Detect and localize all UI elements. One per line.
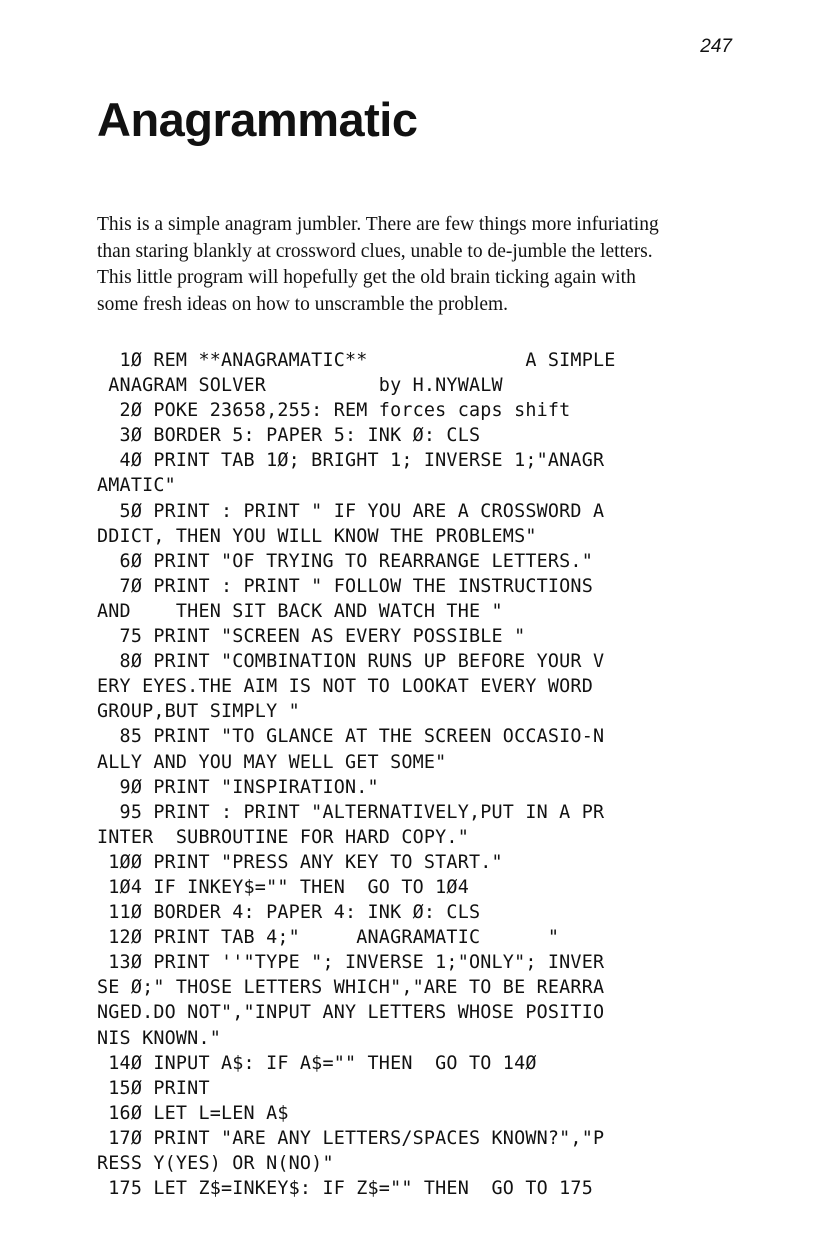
program-listing (97, 348, 757, 1201)
code-line: 1Ø REM **ANAGRAMATIC** A SIMPLE (97, 350, 616, 371)
code-line: RESS Y(YES) OR N(NO)" (97, 1153, 334, 1174)
page-title: Anagrammatic (97, 93, 418, 146)
code-line: NGED.DO NOT","INPUT ANY LETTERS WHOSE POSITIO (97, 1002, 605, 1024)
code-line: 85 PRINT "TO GLANCE AT THE SCREEN OCCASIO-N (97, 726, 605, 748)
code-line: ERY EYES.THE AIM IS NOT TO LOOKAT EVERY WORD (97, 676, 593, 698)
code-line: 75 PRINT "SCREEN AS EVERY POSSIBLE " (97, 626, 526, 648)
intro-line: than staring blankly at crossword clues, unable to de-jumble the letters. (97, 240, 653, 262)
code-line: DDICT, THEN YOU WILL KNOW THE PROBLEMS" (97, 525, 537, 547)
code-line: SE Ø;" THOSE LETTERS WHICH","ARE TO BE REARRA (97, 977, 605, 999)
code-line: GROUP,BUT SIMPLY " (97, 701, 300, 723)
code-line: 6Ø PRINT "OF TRYING TO REARRANGE LETTERS." (97, 550, 593, 572)
code-line: 11Ø BORDER 4: PAPER 4: INK Ø: CLS (97, 902, 481, 924)
code-line: 2Ø POKE 23658,255: REM forces caps shift (97, 400, 571, 422)
intro-line: some fresh ideas on how to unscramble the problem. (97, 293, 509, 315)
code-line: 1Ø4 IF INKEY$="" THEN GO TO 1Ø4 (97, 876, 469, 898)
code-line: 7Ø PRINT : PRINT " FOLLOW THE INSTRUCTIONS (97, 575, 593, 597)
page-number: 247 (700, 36, 732, 57)
code-line: ANAGRAM SOLVER by H.NYWALW (97, 375, 503, 397)
code-line: 17Ø PRINT "ARE ANY LETTERS/SPACES KNOWN?","P (97, 1127, 605, 1149)
code-line: 8Ø PRINT "COMBINATION RUNS UP BEFORE YOUR V (97, 651, 605, 673)
code-line: INTER SUBROUTINE FOR HARD COPY." (97, 826, 469, 848)
code-line: 14Ø INPUT A$: IF A$="" THEN GO TO 14Ø (97, 1052, 537, 1074)
code-line: 4Ø PRINT TAB 1Ø; BRIGHT 1; INVERSE 1;"ANAGR (97, 450, 605, 472)
code-line: 12Ø PRINT TAB 4;" ANAGRAMATIC " (97, 927, 560, 949)
intro-line: This little program will hopefully get the old brain ticking again with (97, 267, 636, 288)
code-line: AMATIC" (97, 475, 176, 497)
code-line: 5Ø PRINT : PRINT " IF YOU ARE A CROSSWORD A (97, 500, 605, 522)
intro-line: This is a simple anagram jumbler. There are few things more infuriating (97, 214, 659, 235)
code-line: ALLY AND YOU MAY WELL GET SOME" (97, 751, 447, 773)
code-line: 175 LET Z$=INKEY$: IF Z$="" THEN GO TO 175 (97, 1178, 593, 1200)
code-line: 15Ø PRINT (97, 1077, 210, 1099)
code-line: AND THEN SIT BACK AND WATCH THE " (97, 600, 503, 622)
code-line: 3Ø BORDER 5: PAPER 5: INK Ø: CLS (97, 425, 481, 447)
code-line: 16Ø LET L=LEN A$ (97, 1102, 289, 1124)
code-line: 95 PRINT : PRINT "ALTERNATIVELY,PUT IN A PR (97, 801, 605, 823)
code-line: NIS KNOWN." (97, 1027, 221, 1049)
code-line: 9Ø PRINT "INSPIRATION." (97, 776, 379, 798)
code-line: 1ØØ PRINT "PRESS ANY KEY TO START." (97, 851, 503, 873)
intro-paragraph (97, 212, 747, 318)
code-line: 13Ø PRINT ''"TYPE "; INVERSE 1;"ONLY"; INVER (97, 952, 605, 974)
